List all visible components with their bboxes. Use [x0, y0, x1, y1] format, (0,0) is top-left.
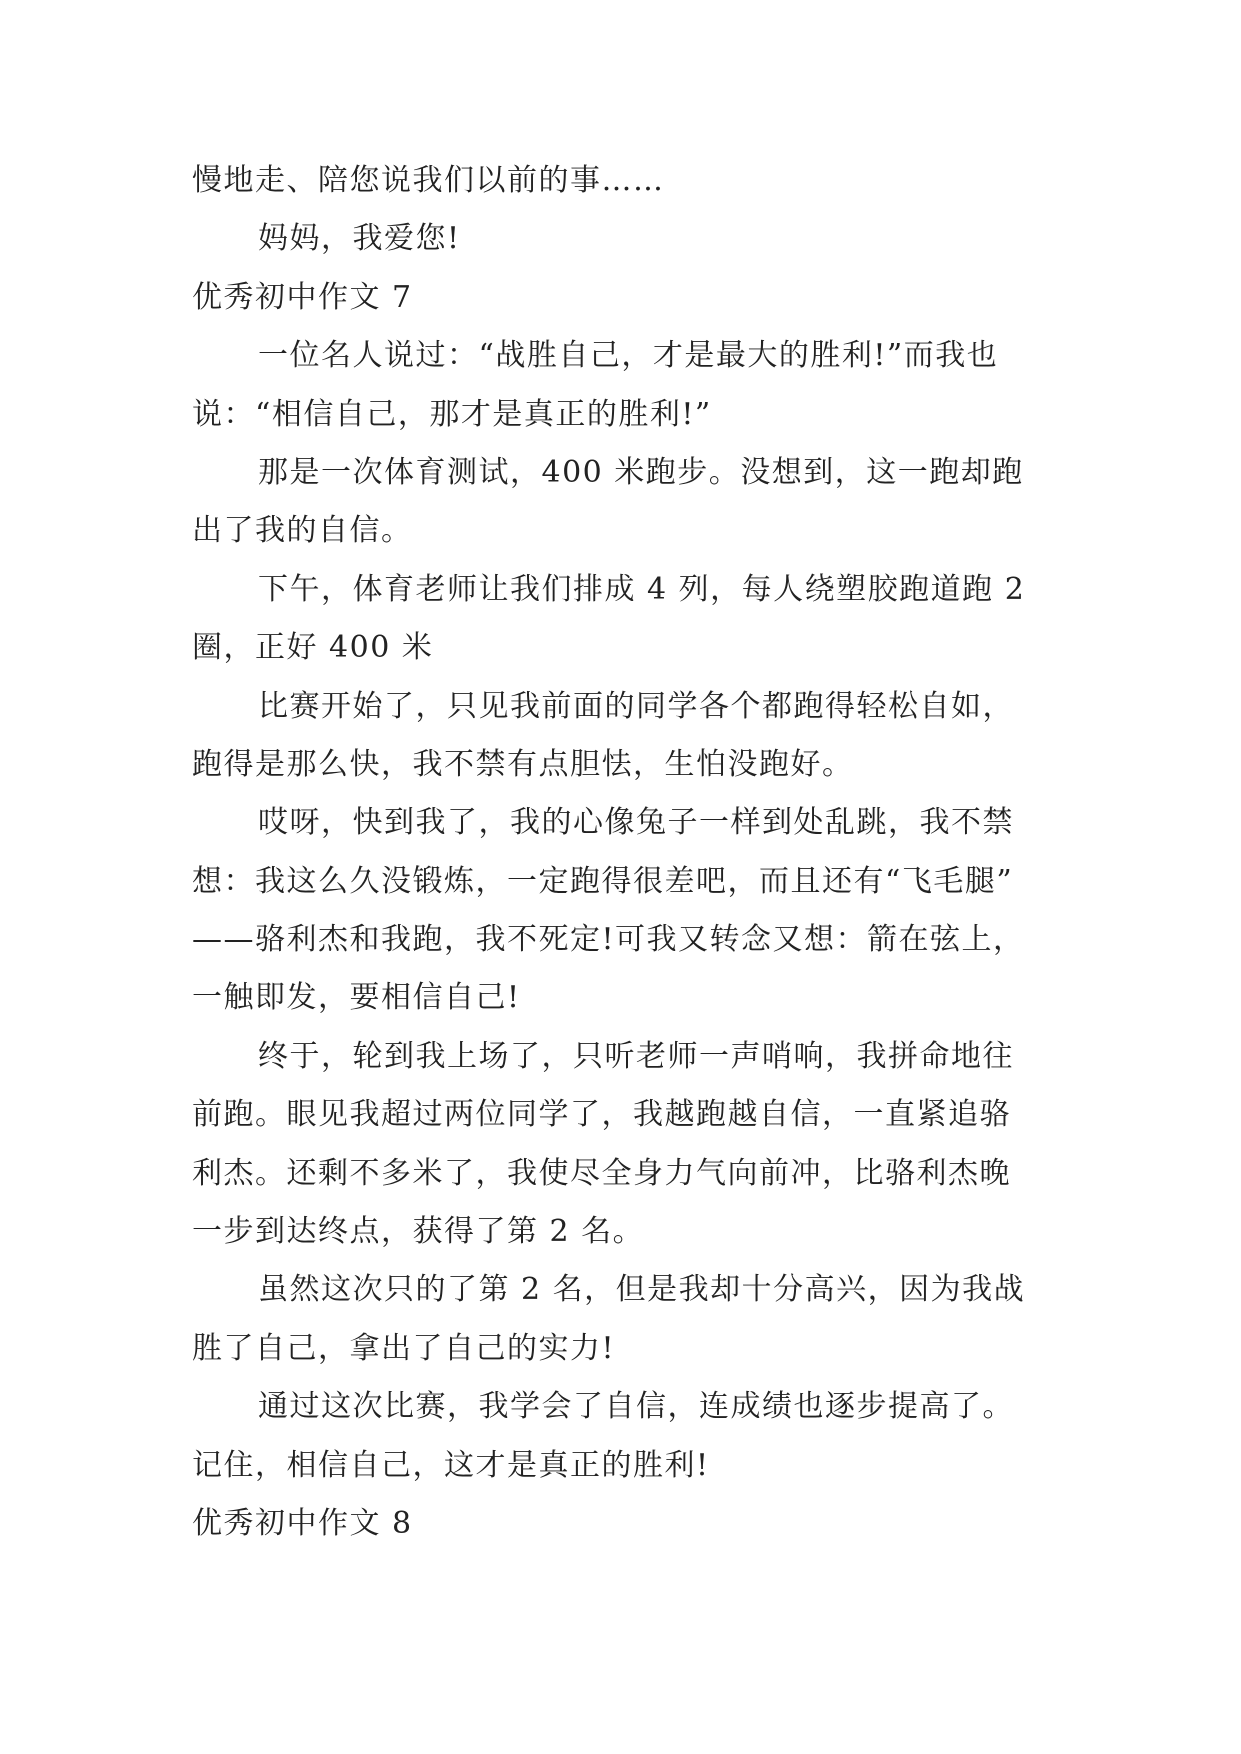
paragraph-line: 前跑。眼见我超过两位同学了，我越跑越自信，一直紧追骆: [192, 1097, 1011, 1133]
paragraph-line: ——骆利杰和我跑，我不死定!可我又转念又想：箭在弦上，: [192, 922, 1025, 958]
paragraph-line: 利杰。还剩不多米了，我使尽全身力气向前冲，比骆利杰晚: [192, 1155, 1011, 1191]
paragraph-line: 一触即发，要相信自己!: [192, 980, 521, 1016]
paragraph-line: 想：我这么久没锻炼，一定跑得很差吧，而且还有“飞毛腿”: [192, 863, 1014, 899]
section-heading: 优秀初中作文 7: [192, 279, 413, 315]
paragraph-line: 那是一次体育测试，400 米跑步。没想到，这一跑却跑: [258, 454, 1024, 490]
paragraph-line: 下午，体育老师让我们排成 4 列，每人绕塑胶跑道跑 2: [258, 571, 1026, 607]
paragraph-line: 终于，轮到我上场了，只听老师一声哨响，我拼命地往: [258, 1038, 1014, 1074]
paragraph-line: 虽然这次只的了第 2 名，但是我却十分高兴，因为我战: [258, 1272, 1026, 1308]
section-heading: 优秀初中作文 8: [192, 1505, 413, 1541]
paragraph-line: 一步到达终点，获得了第 2 名。: [192, 1214, 645, 1250]
paragraph-line: 出了我的自信。: [192, 513, 413, 549]
paragraph-line: 慢地走、陪您说我们以前的事……: [192, 163, 665, 198]
paragraph-line: 一位名人说过：“战胜自己，才是最大的胜利!”而我也: [258, 338, 999, 374]
paragraph-line: 记住，相信自己，这才是真正的胜利!: [192, 1447, 710, 1483]
paragraph-line: 通过这次比赛，我学会了自信，连成绩也逐步提高了。: [258, 1389, 1014, 1425]
paragraph-line: 跑得是那么快，我不禁有点胆怯，生怕没跑好。: [192, 746, 854, 782]
paragraph-line: 圈，正好 400 米: [192, 630, 434, 666]
paragraph-line: 妈妈，我爱您!: [258, 221, 461, 257]
paragraph-line: 说：“相信自己，那才是真正的胜利!”: [192, 396, 712, 432]
paragraph-line: 胜了自己，拿出了自己的实力!: [192, 1330, 616, 1366]
document-body: [192, 152, 1064, 1553]
paragraph-line: 哎呀，快到我了，我的心像兔子一样到处乱跳，我不禁: [258, 805, 1014, 841]
paragraph-line: 比赛开始了，只见我前面的同学各个都跑得轻松自如，: [258, 688, 1014, 724]
